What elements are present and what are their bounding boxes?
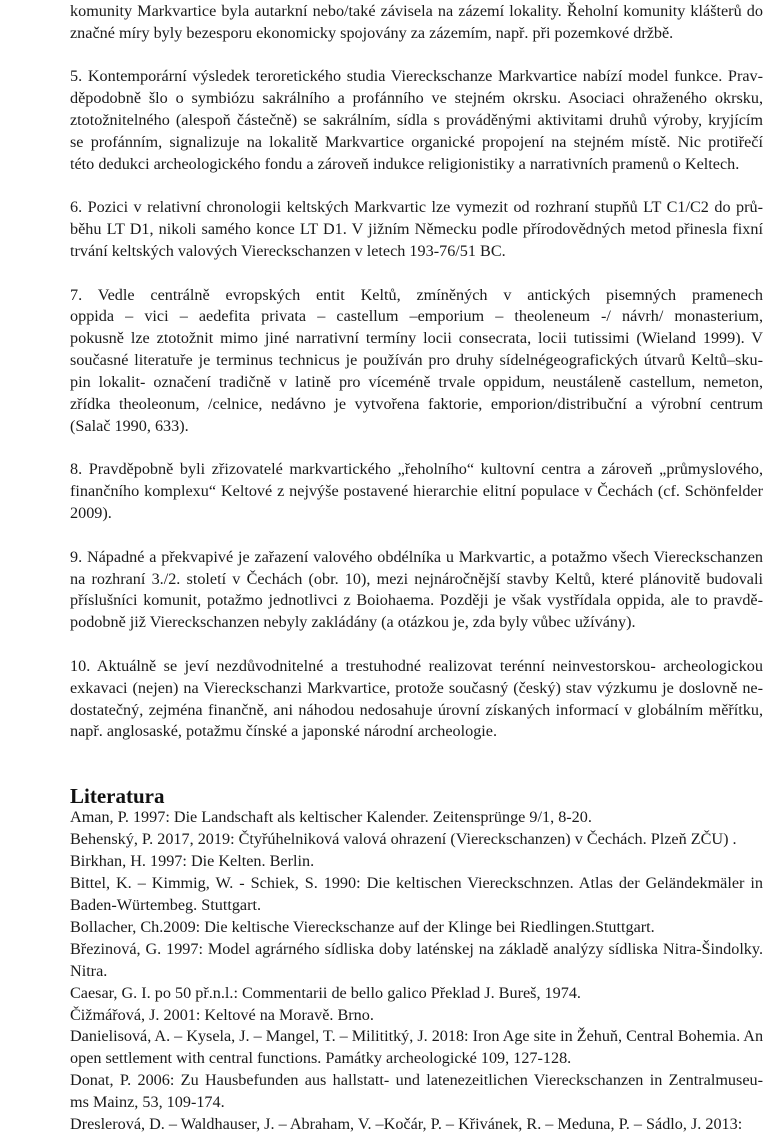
reference-line: Bollacher, Ch.2009: Die keltische Viereckschanze auf der Klinge bei Riedlingen.Stuttgart.: [70, 917, 655, 936]
reference-line: Bittel, K. – Kimmig, W. - Schiek, S. 1990: Die keltischen Viereckschnzen. Atlas der Geländekmäler in: [70, 874, 763, 893]
paragraph-line: 9. Nápadné a překvapivé je zařazení valového obdélníka u Markvartic, a potažmo všech Viereckschanzen: [70, 547, 763, 566]
paragraph-line: ztotožnitelného (alespoň částečně) se sakrálním, sídla s prováděnými aktivitami druhů výroby, kryjícím: [70, 111, 763, 130]
literature-heading: Literatura: [70, 784, 165, 809]
paragraph-line: podobně již Viereckschanzen nebyly zakládány (a otázkou je, zda byly vůbec užívány).: [70, 613, 636, 632]
reference-line: open settlement with central functions. Památky archeologické 109, 127-128.: [70, 1049, 572, 1068]
reference-line: Birkhan, H. 1997: Die Kelten. Berlin.: [70, 852, 315, 871]
paragraph: [70, 547, 763, 635]
paragraph-line: oppida – vici – aedefita privata – castellum –emporium – theoleneum -/ návrh/ monasterium,: [70, 307, 763, 326]
reference-line: Čižmářová, J. 2001: Keltové na Moravě. Brno.: [70, 1005, 374, 1024]
paragraph: [70, 1, 763, 45]
paragraph-line: příslušníci komunit, potažmo jednotlivci z Boiohaema. Později je však vystřídala oppida, ale to pravdě-: [70, 591, 763, 610]
reference-line: Danielisová, A. – Kysela, J. – Mangel, T. – Milititký, J. 2018: Iron Age site in Žehuň, Central Bohemia. An: [70, 1027, 764, 1046]
paragraph: [70, 66, 763, 176]
reference-entry: [70, 939, 763, 983]
reference-entry: [70, 1114, 763, 1136]
paragraph-line: této dedukci archeologického fondu a zároveň indukce religionistiky a narrativních pramenů o Keltech.: [70, 154, 740, 173]
paragraph-line: děpodobně šlo o symbiózu sakrálního a profánního ve stejném okrsku. Asociaci ohraženého okrsku,: [70, 89, 763, 108]
paragraph-line: dostatečný, zejména finančně, ani náhodou nedosahuje úrovní získaných informací v globálním měřítku,: [70, 700, 763, 719]
paragraph-line: 8. Pravděpobně byli zřizovatelé markvartického „řeholního“ kultovní centra a zároveň „průmyslového,: [70, 460, 763, 479]
reference-line: Dreslerová, D. – Waldhauser, J. – Abraham, V. –Kočár, P. – Křivánek, R. – Meduna, P. – Sádlo, J. 2013:: [70, 1115, 743, 1134]
reference-entry: [70, 807, 763, 829]
paragraph: [70, 197, 763, 263]
reference-list: [70, 807, 763, 1136]
reference-line: Aman, P. 1997: Die Landschaft als keltischer Kalender. Zeitensprünge 9/1, 8-20.: [70, 808, 592, 827]
paragraph-line: komunity Markvartice byla autarkní nebo/také závisela na zázemí lokality. Řeholní komunity klášterů do: [70, 2, 763, 20]
paragraph: [70, 656, 763, 744]
paragraph-line: 7. Vedle centrálně evropských entit Keltů, zmíněných v antických pisemných pramenech: [70, 285, 763, 304]
reference-line: Donat, P. 2006: Zu Hausbefunden aus hallstatt- und latenezeitlichen Viereckschanzen in Zentralmuseu-: [70, 1071, 763, 1090]
paragraph-line: trvání keltských valových Viereckschanzen v letech 193-76/51 BC.: [70, 242, 506, 261]
paragraph-line: na rozhraní 3./2. století v Čechách (obr. 10), mezi nejnáročnější stavby Keltů, které plánovitě budovali: [70, 569, 763, 588]
paragraph-line: pokusně lze ztotožnit mimo jiné narrativní termíny locii consecrata, locii tutissimi (Wieland 1999). V: [70, 329, 763, 348]
reference-line: Nitra.: [70, 961, 108, 980]
reference-line: Baden-Würtembeg. Stuttgart.: [70, 896, 262, 914]
reference-entry: [70, 1026, 763, 1070]
body-text: [70, 1, 763, 743]
document-page: [70, 1, 763, 1136]
paragraph-line: 2009).: [70, 504, 112, 523]
paragraph-line: značné míry byly bezesporu ekonomicky spojovány za zázemím, např. při pozemkové držbě.: [70, 23, 674, 42]
paragraph-line: 5. Kontemporární výsledek teroretického studia Viereckschanze Markvartice nabízí model funkce. Prav-: [70, 67, 763, 86]
paragraph-line: exkavaci (nejen) na Viereckschanzi Markvartice, protože současný (český) stav výzkumu je doslovně ne-: [70, 678, 763, 697]
reference-entry: [70, 1005, 763, 1027]
reference-entry: [70, 829, 763, 851]
paragraph: [70, 459, 763, 525]
reference-line: ms Mainz, 53, 109-174.: [70, 1093, 225, 1112]
paragraph-line: 6. Pozici v relativní chronologii keltských Markvartic lze vymezit od rozhraní stupňů LT C1/C2 do prů-: [70, 198, 763, 217]
reference-line: Caesar, G. I. po 50 př.n.l.: Commentarii de bello galico Překlad J. Bureš, 1974.: [70, 983, 581, 1002]
paragraph-line: se profánním, signalizuje na lokalitě Markvartice organické propojení na stejném místě. Nic protiřečí: [70, 133, 763, 152]
paragraph-line: 10. Aktuálně se jeví nezdůvodnitelné a trestuhodné realizovat terénní neinvestorskou- archeologickou: [70, 656, 763, 675]
reference-line: Behenský, P. 2017, 2019: Čtyřúhelniková valová ohrazení (Viereckschanzen) v Čechách. Plzeň ZČU) .: [70, 830, 737, 849]
paragraph-line: finančního komplexu“ Keltové z nejvýše postavené hierarchie elitní populace v Čechách (cf. Schönfelder: [70, 482, 763, 501]
reference-entry: [70, 983, 763, 1005]
paragraph-line: zřídka theoleonum, /celnice, nedávno je vytvořena faktorie, emporion/distribuční a výrobní centrum: [70, 395, 763, 414]
paragraph-line: (Salač 1990, 633).: [70, 417, 189, 435]
reference-entry: [70, 851, 763, 873]
paragraph-line: současné literatuře je terminus technicus je používán pro druhy sídelnégeografických útvarů Keltů–sku-: [70, 351, 763, 370]
paragraph-line: např. anglosaské, potažmu čínské a japonské národní archeologie.: [70, 722, 498, 741]
reference-entry: [70, 873, 763, 917]
paragraph-line: pin lokalit- označení tradičně v latině pro víceméně trvale oppidum, neustáleně castellum, nemeton,: [70, 373, 763, 392]
reference-entry: [70, 917, 763, 939]
reference-entry: [70, 1070, 763, 1114]
reference-line: Březinová, G. 1997: Model agrárného sídliska doby laténskej na základě analýzy sídliska Nitra-Šindolky.: [70, 939, 763, 958]
paragraph: [70, 285, 763, 438]
paragraph-line: běhu LT D1, nikoli samého konce LT D1. V jižním Německu podle přírodovědných metod přinesla fixní: [70, 220, 763, 239]
